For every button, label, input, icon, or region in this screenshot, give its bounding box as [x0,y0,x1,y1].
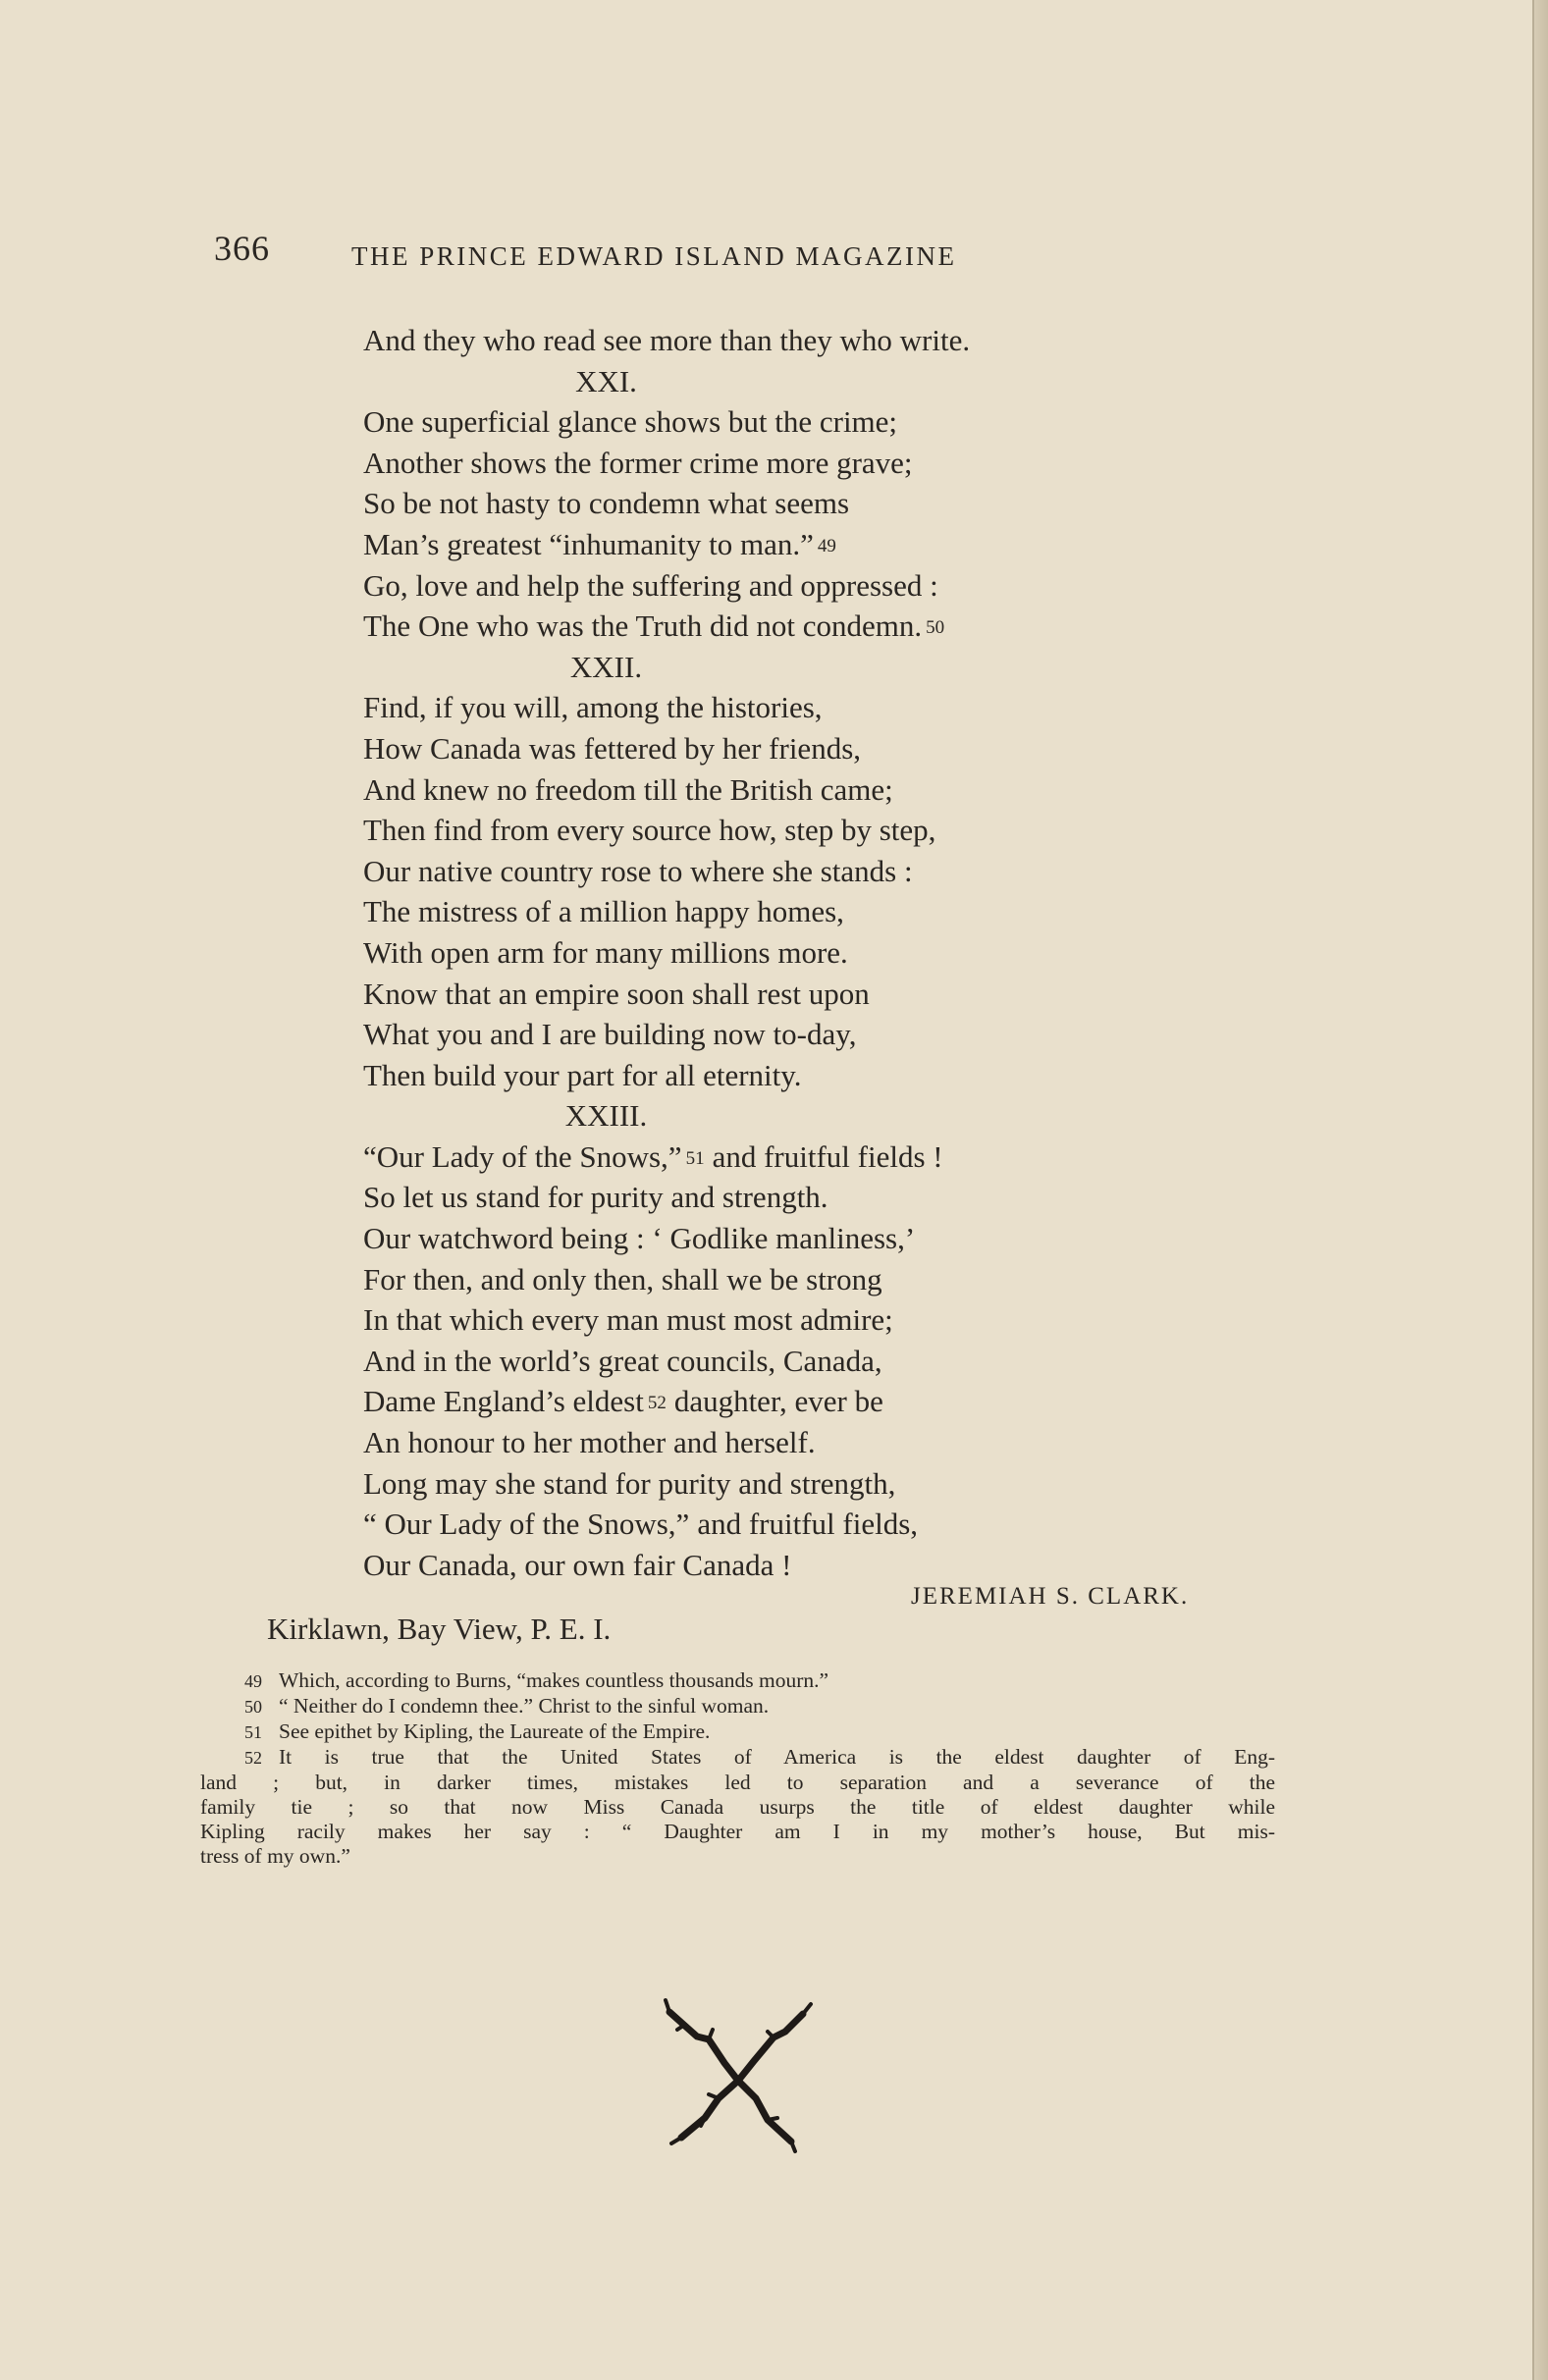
poem-line-text: Then build your part for all eternity. [363,1057,802,1092]
page-number: 366 [214,229,270,268]
footnote-number: 51 [244,1722,262,1742]
poem-line-text: Long may she stand for purity and strength, [363,1465,896,1501]
poem-line [363,1218,1207,1259]
poem-line [363,1341,1207,1382]
poem-line [363,810,1207,851]
poem-line-text: What you and I are building now to-day, [363,1017,857,1052]
poem-line-text: And knew no freedom till the British came; [363,771,893,807]
footnote-reference: 51 [685,1147,705,1169]
poem-line-text: The One who was the Truth did not condemn. [363,608,923,644]
poem-line-text: Our Canada, our own fair Canada ! [363,1547,792,1582]
poem-line [363,1463,1207,1505]
footnote-line: family tie ; so that now Miss Canada usurps the title of eldest daughter while [200,1795,1275,1819]
footnotes [200,1668,1275,1869]
footnote-reference: 52 [647,1393,667,1414]
place-line: Kirklawn, Bay View, P. E. I. [267,1612,612,1646]
poem-line-text: “ Our Lady of the Snows,” [363,1507,690,1542]
poem-line [363,1299,1207,1341]
stanza-numeral [363,361,825,402]
footnote-line: 52 It is true that the United States of America is the eldest daughter of Eng- [244,1745,1275,1769]
footnote-line: tress of my own.” [200,1844,350,1868]
poem-line-text: The mistress of a million happy homes, [363,894,844,929]
poem-line-text: So be not hasty to condemn what seems [363,486,850,521]
poem-line-text: So let us stand for purity and strength. [363,1180,828,1215]
footnote-text: “ Neither do I condemn thee.” Christ to the sinful woman. [279,1694,770,1718]
poem-line-text: For then, and only then, shall we be strong [363,1261,882,1296]
poem-line [363,1055,1207,1096]
page-edge-line [1532,0,1534,2380]
poem-line [363,524,1207,565]
poem-line-text: Another shows the former crime more grave; [363,445,913,480]
poem-line-text: And in the world’s great councils, Canada, [363,1343,882,1378]
footnote-50 [200,1694,1275,1719]
poem-line [363,728,1207,769]
poem-line [363,606,1207,647]
poem-line-continuation: and fruitful fields ! [712,1138,943,1174]
poem-line-text: Our native country rose to where she stands : [363,853,913,888]
footnote-number: 52 [244,1748,262,1768]
poem-line [363,769,1207,811]
poem-line [363,851,1207,892]
footnote-49 [200,1668,1275,1694]
poem-line [363,687,1207,728]
poem-line-text: Our watchword being : ‘ Godlike manliness,’ [363,1221,916,1256]
footnote-reference: 50 [926,617,945,639]
footnote-number: 49 [244,1671,262,1691]
poem-line [363,891,1207,932]
poem-line-continuation: and fruitful fields, [697,1507,919,1542]
stanza-numeral [363,647,825,688]
poem-line-text: XXI. [575,363,637,398]
poem-line [363,1381,1207,1422]
poem-line [363,1504,1207,1545]
poem-line [363,443,1207,484]
poem-line [363,1014,1207,1055]
poem-line [363,974,1207,1015]
poem-line [363,1259,1207,1300]
poem-line-text: Find, if you will, among the histories, [363,690,823,725]
page-header [214,228,1196,277]
footnote-text: See epithet by Kipling, the Laureate of the Empire. [279,1719,711,1743]
running-head: THE PRINCE EDWARD ISLAND MAGAZINE [351,241,957,271]
footnote-52 [200,1745,1275,1869]
poem-line-text: How Canada was fettered by her friends, [363,730,862,766]
page-edge [1532,0,1548,2380]
poem-line [363,1422,1207,1463]
poem-line [363,565,1207,607]
author-signature: JEREMIAH S. CLARK. [911,1583,1190,1610]
stanza-numeral [363,1095,825,1137]
poem-line-text: In that which every man must most admire; [363,1302,893,1338]
footnote-line: land ; but, in darker times, mistakes led to separation and a severance of the [200,1771,1275,1794]
poem-line-text: “Our Lady of the Snows,” [363,1138,682,1174]
poem-line [363,1137,1207,1178]
footnote-51 [200,1719,1275,1745]
poem-line [363,401,1207,443]
poem-line-text: XXIII. [564,1098,648,1134]
footnote-number: 50 [244,1697,262,1717]
cross-ornament-icon [648,1983,825,2159]
poem-line-text: And they who read see more than they who write. [363,323,971,357]
poem-line [363,1177,1207,1218]
footnote-line: Kipling racily makes her say : “ Daughter am I in my mother’s house, But mis- [200,1820,1275,1843]
poem-line-text: Then find from every source how, step by step, [363,813,936,848]
poem-line-continuation: daughter, ever be [673,1384,883,1419]
poem-line-text: With open arm for many millions more. [363,934,848,970]
poem-line-text: Know that an empire soon shall rest upon [363,976,870,1011]
poem-line-text: XXII. [569,649,643,684]
poem-line [363,483,1207,524]
poem-line-text: An honour to her mother and herself. [363,1425,816,1460]
poem-line-text: Dame England’s eldest [363,1384,644,1419]
poem-line [363,932,1207,974]
poem-line [363,1545,1207,1586]
poem-line-text: One superficial glance shows but the crime; [363,404,898,440]
poem-line-text: Man’s greatest “inhumanity to man.” [363,526,814,561]
footnote-reference: 49 [817,535,836,556]
poem [363,320,1207,1585]
footnote-text: Which, according to Burns, “makes countless thousands mourn.” [279,1668,829,1692]
poem-line-text: Go, love and help the suffering and oppressed : [363,567,938,603]
poem-line [363,320,1207,361]
